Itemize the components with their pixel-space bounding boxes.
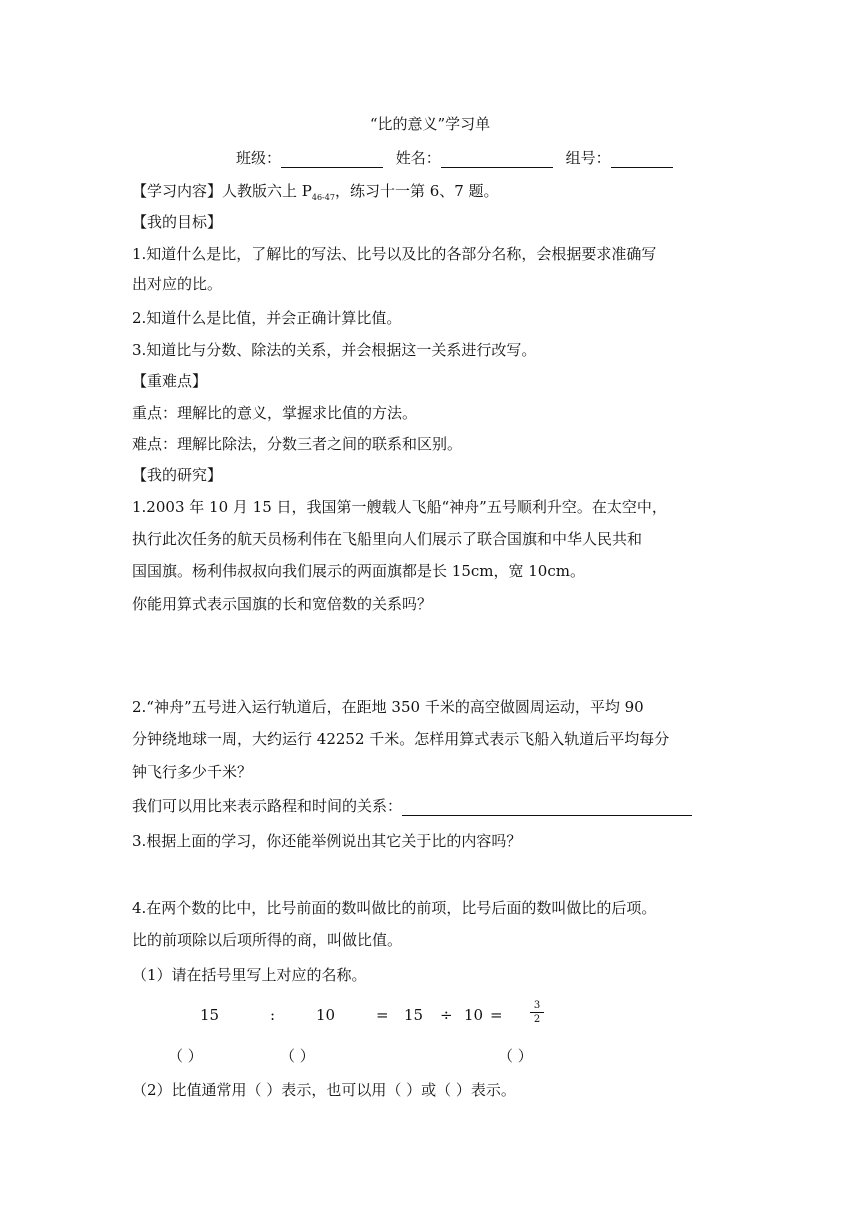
eq-term-10: 10 [316, 1006, 336, 1024]
eq-equals-2: = [490, 1006, 503, 1024]
eq-divisor: 10 [464, 1006, 484, 1024]
question-1-line-2: 执行此次任务的航天员杨利伟在飞船里向人们展示了联合国旗和中华人民共和 [132, 530, 643, 548]
hard-point: 难点：理解比除法，分数三者之间的联系和区别。 [132, 435, 463, 453]
goals-heading: 【我的目标】 [132, 213, 223, 231]
answer-paren-3[interactable]: （ ） [498, 1047, 533, 1065]
key-point: 重点：理解比的意义，掌握求比值的方法。 [132, 404, 418, 422]
research-heading: 【我的研究】 [132, 466, 223, 484]
group-label: 组号： [565, 149, 611, 167]
eq-term-15: 15 [200, 1006, 220, 1024]
goal-3: 3.知道比与分数、除法的关系，并会根据这一关系进行改写。 [132, 341, 537, 359]
goal-1-line-1: 1.知道什么是比，了解比的写法、比号以及比的各部分名称，会根据要求准确写 [132, 245, 657, 263]
fraction-numerator: 3 [533, 1000, 541, 1011]
question-1-line-1: 1.2003 年 10 月 15 日，我国第一艘载人飞船“神舟”五号顺利升空。在太空中， [132, 498, 667, 516]
answer-paren-1[interactable]: （ ） [168, 1047, 203, 1065]
eq-equals-1: = [376, 1006, 389, 1024]
goal-2: 2.知道什么是比值，并会正确计算比值。 [132, 309, 402, 327]
info-line [236, 148, 673, 168]
question-1-line-3: 国国旗。杨利伟叔叔向我们展示的两面旗都是长 15cm，宽 10cm。 [132, 562, 585, 580]
eq-dividend: 15 [404, 1006, 424, 1024]
eq-divide-sign: ÷ [440, 1006, 453, 1024]
question-2-line-3: 钟飞行多少千米？ [132, 763, 253, 781]
class-field[interactable] [281, 151, 383, 168]
question-4-line-2: 比的前项除以后项所得的商，叫做比值。 [132, 931, 403, 949]
question-4-line-1: 4.在两个数的比中，比号前面的数叫做比的前项，比号后面的数叫做比的后项。 [132, 899, 657, 917]
question-2-prompt: 我们可以用比来表示路程和时间的关系： [132, 796, 692, 816]
ratio-answer-field[interactable] [402, 799, 692, 816]
name-label: 姓名： [395, 149, 441, 167]
goal-1-line-2: 出对应的比。 [132, 275, 223, 293]
class-label: 班级： [236, 149, 282, 167]
page-title: “比的意义”学习单 [369, 115, 491, 133]
question-4-part-2: （2）比值通常用（ ）表示，也可以用（ ）或（ ）表示。 [132, 1081, 516, 1099]
question-2-line-1: 2.“神舟”五号进入运行轨道后，在距地 350 千米的高空做圆周运动，平均 90 [132, 698, 644, 716]
group-field[interactable] [611, 151, 673, 168]
name-field[interactable] [441, 151, 553, 168]
eq-colon: : [270, 1006, 276, 1024]
answer-paren-2[interactable]: （ ） [280, 1047, 315, 1065]
question-4-part-1: （1）请在括号里写上对应的名称。 [132, 966, 367, 984]
question-1-prompt: 你能用算式表示国旗的长和宽倍数的关系吗？ [132, 595, 433, 613]
question-3: 3.根据上面的学习，你还能举例说出其它关于比的内容吗？ [132, 832, 522, 850]
fraction-bar [530, 1012, 544, 1013]
eq-fraction [530, 1000, 544, 1025]
key-heading: 【重难点】 [132, 372, 208, 390]
study-content: 【学习内容】人教版六上 $P_{46-47}$，练习十一第 6、7 题。 [132, 182, 499, 202]
question-2-line-2: 分钟绕地球一周，大约运行 42252 千米。怎样用算式表示飞船入轨道后平均每分 [132, 730, 670, 748]
fraction-denominator: 2 [533, 1014, 541, 1025]
